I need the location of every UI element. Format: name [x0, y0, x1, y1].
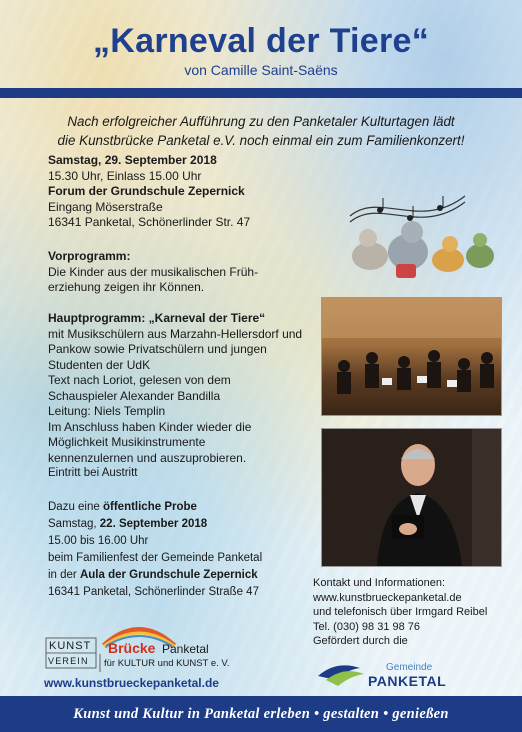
intro-line-2: die Kunstbrücke Panketal e.V. noch einmal ein zum Familienkonzert!: [57, 133, 465, 148]
intro-line-1: Nach erfolgreicher Aufführung zu den Panketaler Kulturtagen lädt: [67, 114, 455, 129]
probe-line: beim Familienfest der Gemeinde Panketal: [48, 552, 263, 564]
probe-heading: Dazu eine öffentliche Probe: [48, 501, 197, 513]
hauptprogramm-line: Möglichkeit Musikinstrumente: [48, 435, 206, 449]
hauptprogramm-heading: Hauptprogramm: „Karneval der Tiere“: [48, 311, 266, 325]
vorprogramm-line: Die Kinder aus der musikalischen Früh-: [48, 264, 259, 279]
probe-venue: in der Aula der Grundschule Zepernick: [48, 569, 258, 581]
top-bar: [0, 88, 522, 98]
contact-phone: Tel. (030) 98 31 98 76: [313, 620, 421, 633]
gemeinde-name: PANKETAL: [368, 673, 447, 689]
gemeinde-panketal-logo: [316, 654, 456, 694]
event-block: [48, 153, 328, 231]
contact-link[interactable]: www.kunstbrueckepanketal.de: [313, 591, 462, 604]
logo-panketal: Panketal: [162, 642, 209, 656]
hauptprogramm-line: Text nach Loriot, gelesen von dem: [48, 373, 231, 387]
probe-address: 16341 Panketal, Schönerlinder Straße 47: [48, 586, 259, 598]
event-time: 15.30 Uhr, Einlass 15.00 Uhr: [48, 168, 202, 183]
hauptprogramm-line: kennenzulernen und auszuprobieren.: [48, 450, 247, 465]
contact-block: [313, 576, 518, 649]
logo-verein: VEREIN: [48, 656, 89, 666]
vorprogramm-heading: Vorprogramm:: [48, 249, 131, 263]
hauptprogramm-line: Studenten der UdK: [48, 357, 151, 372]
logo-kunst: KUNST: [49, 640, 92, 652]
animals-illustration: [340, 186, 500, 290]
contact-line: und telefonisch über Irmgard Reibel: [313, 606, 488, 618]
hauptprogramm-line: Im Anschluss haben Kinder wieder die: [48, 419, 252, 434]
header: [0, 0, 522, 88]
probe-date: Samstag, 22. September 2018: [48, 518, 208, 530]
event-venue: Forum der Grundschule Zepernick: [48, 184, 245, 198]
probe-time: 15.00 bis 16.00 Uhr: [48, 535, 149, 547]
event-address: 16341 Panketal, Schönerlinder Str. 47: [48, 215, 251, 229]
hauptprogramm-line: mit Musikschülern aus Marzahn-Hellersdorf und: [48, 326, 303, 341]
vorprogramm-block: [48, 249, 328, 296]
page-subtitle: von Camille Saint-Saëns: [184, 62, 338, 78]
hauptprogramm-line: Leitung: Niels Templin: [48, 404, 166, 418]
speaker-photo: [321, 428, 502, 567]
logo-tagline: für KULTUR und KUNST e. V.: [104, 658, 230, 669]
event-date: Samstag, 29. September 2018: [48, 153, 217, 167]
kunstbruecke-logo: [44, 616, 274, 676]
orchestra-photo: [321, 297, 502, 416]
hauptprogramm-line: Pankow sowie Privatschülern und jungen: [48, 342, 267, 356]
vorprogramm-line: erziehung zeigen ihr Können.: [48, 280, 205, 294]
logo-bruecke: Brücke: [108, 640, 156, 656]
hauptprogramm-block: [48, 311, 328, 482]
intro-text: [14, 112, 508, 150]
hauptprogramm-line: Schauspieler Alexander Bandilla: [48, 388, 221, 403]
footer-slogan: Kunst und Kultur in Panketal erleben • gestalten • genießen: [0, 696, 522, 732]
gemeinde-label: Gemeinde: [386, 662, 433, 673]
event-entrance: Eingang Möserstraße: [48, 199, 163, 214]
contact-line: Kontakt und Informationen:: [313, 577, 446, 589]
hauptprogramm-line: Eintritt bei Austritt: [48, 467, 138, 479]
website-link[interactable]: www.kunstbrueckepanketal.de: [44, 676, 219, 690]
page-title: „Karneval der Tiere“: [92, 22, 430, 60]
probe-block: [48, 499, 328, 601]
contact-line: Gefördert durch die: [313, 635, 408, 647]
